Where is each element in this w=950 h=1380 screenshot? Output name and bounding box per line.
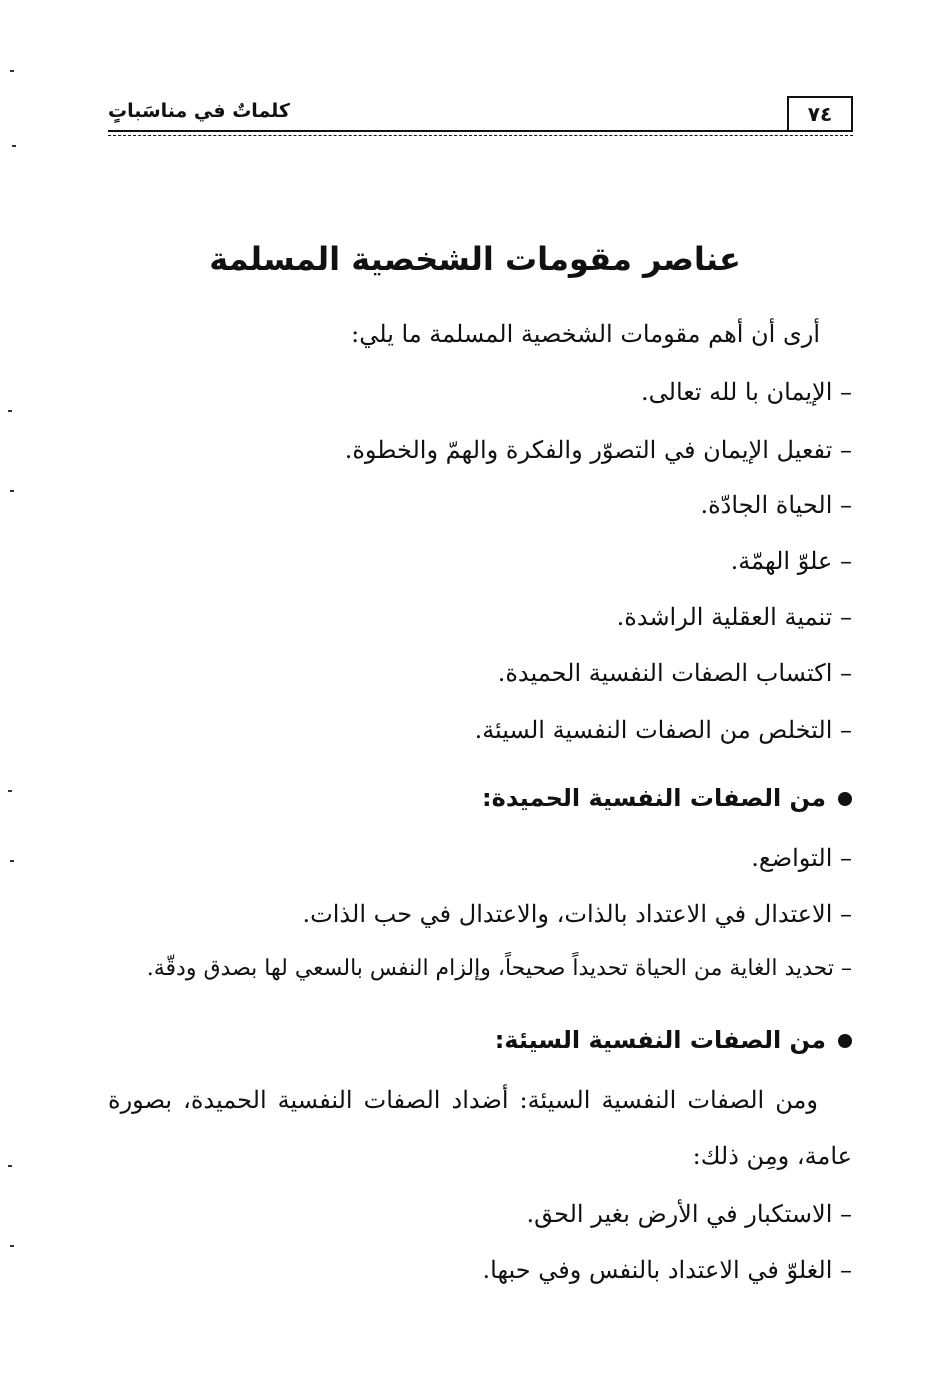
header-rule	[108, 130, 853, 132]
book-title: كلماتٌ في مناسَباتٍ	[108, 100, 290, 122]
list-item: – التخلص من الصفات النفسية السيئة.	[474, 716, 852, 744]
list-item: – الاعتدال في الاعتداد بالذات، والاعتدال في حب الذات.	[302, 900, 852, 928]
section-heading-good	[482, 784, 852, 812]
scan-mark	[8, 410, 12, 412]
intro-text: أرى أن أهم مقومات الشخصية المسلمة ما يلي:	[351, 320, 820, 348]
list-item: – تفعيل الإيمان في التصوّر والفكرة والهمّ والخطوة.	[344, 436, 852, 464]
bullet-icon	[838, 1034, 852, 1048]
list-item: – تحديد الغاية من الحياة تحديداً صحيحاً، وإلزام النفس بالسعي لها بصدق ودقّة.	[146, 956, 852, 981]
scan-mark	[8, 1165, 12, 1167]
scan-mark	[10, 490, 14, 492]
list-item: – الإيمان با لله تعالى.	[641, 378, 852, 406]
scan-mark	[10, 860, 14, 862]
list-item: – التواضع.	[751, 844, 852, 872]
list-item: – الغلوّ في الاعتداد بالنفس وفي حبها.	[482, 1256, 852, 1284]
list-item: – الحياة الجادّة.	[700, 491, 852, 519]
list-item: – تنمية العقلية الراشدة.	[616, 603, 852, 631]
page-title: عناصر مقومات الشخصية المسلمة	[209, 240, 741, 278]
scan-mark	[10, 1245, 14, 1247]
list-item: – اكتساب الصفات النفسية الحميدة.	[497, 659, 852, 687]
scan-mark	[8, 790, 12, 792]
page-number: ٧٤	[787, 96, 853, 132]
list-item: – الاستكبار في الأرض بغير الحق.	[526, 1200, 852, 1228]
header-rule-dashed	[108, 135, 853, 136]
section-heading-text: من الصفات النفسية الحميدة:	[482, 784, 826, 812]
running-header	[108, 96, 853, 138]
section-heading-bad	[495, 1026, 852, 1054]
list-item: – علوّ الهمّة.	[730, 547, 852, 575]
paragraph-line: عامة، ومِن ذلك:	[692, 1142, 852, 1170]
section-heading-text: من الصفات النفسية السيئة:	[494, 1026, 826, 1054]
scan-mark	[12, 145, 16, 147]
paragraph-line: ومن الصفات النفسية السيئة: أضداد الصفات النفسية الحميدة، بصورة	[108, 1086, 818, 1114]
bullet-icon	[838, 792, 852, 806]
scan-mark	[10, 70, 14, 72]
